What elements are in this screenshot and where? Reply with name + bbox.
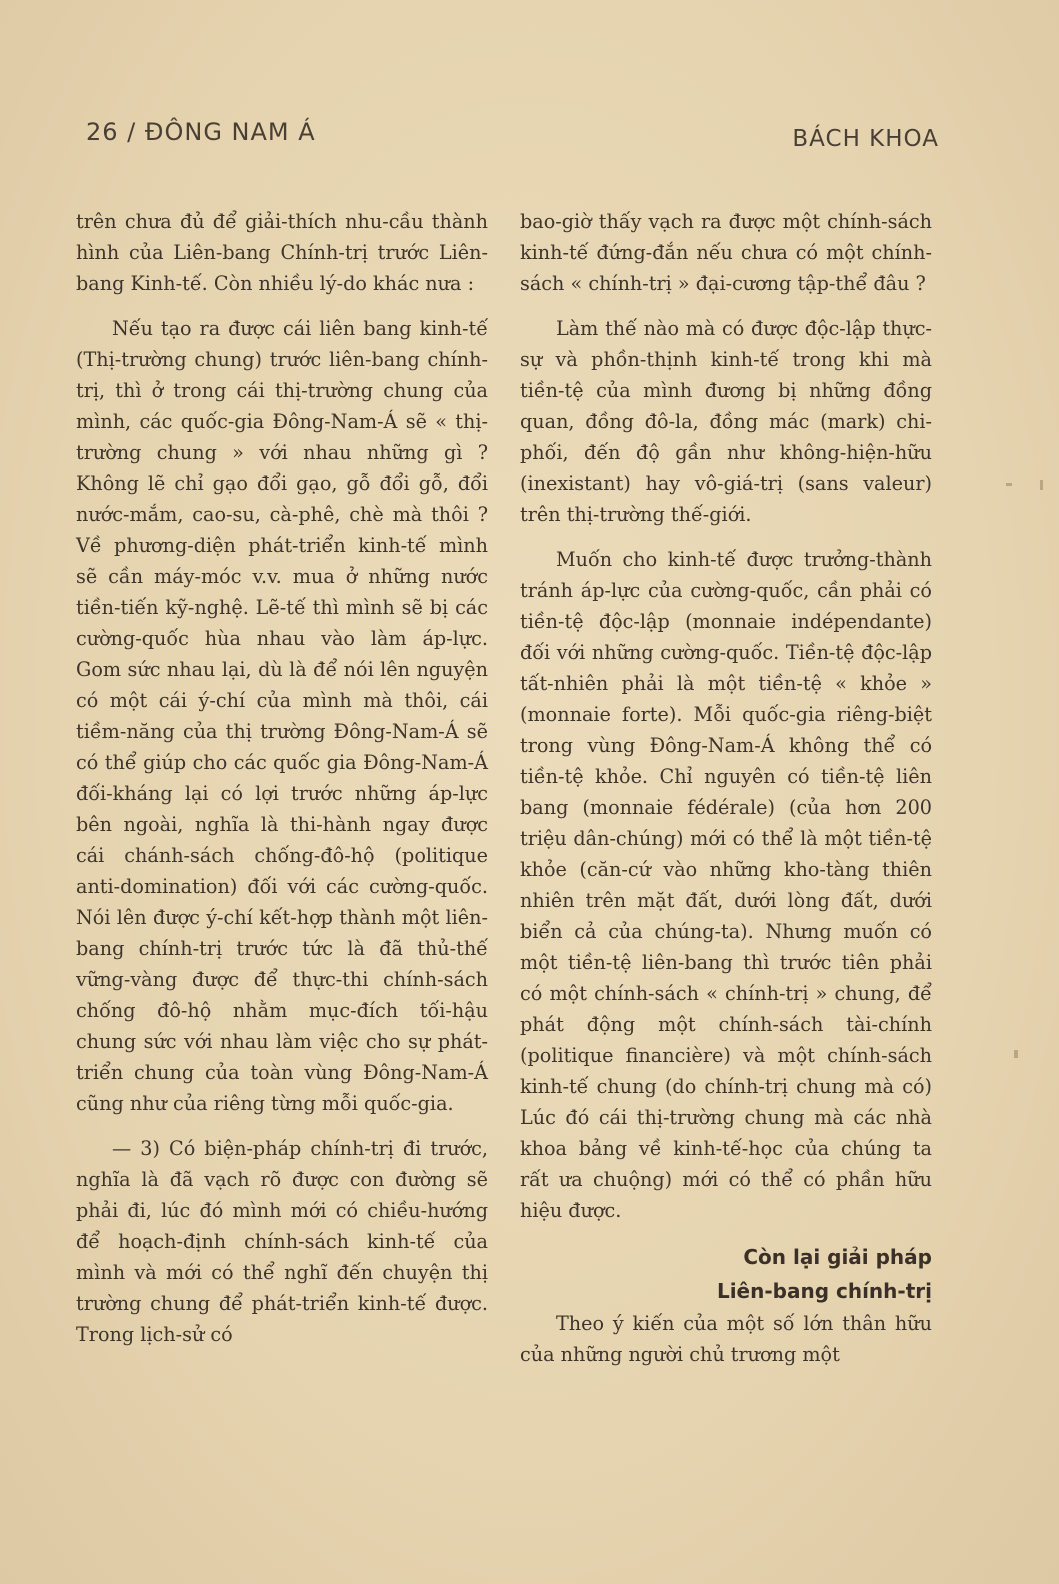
paper-speck: [1040, 480, 1043, 490]
paper-speck: [1014, 1050, 1018, 1058]
running-head: BÁCH KHOA: [792, 126, 939, 152]
page-number-section-title: 26 / ĐÔNG NAM Á: [86, 118, 316, 146]
right-paragraph-3: Muốn cho kinh-tế được trưởng-thành tránh áp-lực của cường-quốc, cần phải có tiền-tệ độc-lập (monnaie indépendante) đối với những cường-quốc. Tiền-tệ độc-lập tất-nhiên phải là một tiền-tệ « khỏe » (monnaie forte). Mỗi quốc-gia riêng-biệt trong vùng Đông-Nam-Á không thể có tiền-tệ khỏe. Chỉ nguyên có tiền-tệ liên bang (monnaie fédérale) (của hơn 200 triệu dân-chúng) mới có thể là một tiền-tệ khỏe (căn-cứ vào những kho-tàng thiên nhiên trên mặt đất, dưới lòng đất, dưới biển cả của chúng-ta). Nhưng muốn có một tiền-tệ liên-bang thì trước tiên phải có một chính-sách « chính-trị » chung, để phát động một chính-sách tài-chính (politique financière) và một chính-sách kinh-tế chung (do chính-trị chung mà có) Lúc đó cái thị-trường chung mà các nhà khoa bảng về kinh-tế-học của chúng ta rất ưa chuộng) mới có thể có phần hữu hiệu được.: [520, 548, 932, 1222]
left-paragraph-1: trên chưa đủ để giải-thích nhu-cầu thành hình của Liên-bang Chính-trị trước Liên-bang Kinh-tế. Còn nhiều lý-do khác nưa :: [76, 210, 488, 295]
left-column: [76, 206, 488, 1364]
left-paragraph-2: Nếu tạo ra được cái liên bang kinh-tế (Thị-trường chung) trước liên-bang chính-trị, thì ở trong cái thị-trường chung của mình, các quốc-gia Đông-Nam-Á sẽ « thị-trường chung » với nhau những gì ? Không lẽ chỉ gạo đổi gạo, gỗ đổi gỗ, đổi nước-mắm, cao-su, cà-phê, chè mà thôi ? Về phương-diện phát-triển kinh-tế mình sẽ cần máy-móc v.v. mua ở những nước tiền-tiến kỹ-nghệ. Lẽ-tế thì mình sẽ bị các cường-quốc hùa nhau vào làm áp-lực. Gom sức nhau lại, dù là để nói lên nguyện có một cái ý-chí của mình mà thôi, cái tiềm-năng của thị trường Đông-Nam-Á sẽ có thể giúp cho các quốc gia Đông-Nam-Á đối-kháng lại có lợi trước những áp-lực bên ngoài, nghĩa là thi-hành ngay được cái chánh-sách chống-đô-hộ (politique anti-domination) đối với các cường-quốc. Nói lên được ý-chí kết-hợp thành một liên-bang chính-trị trước tức là đã thủ-thế vững-vàng được để thực-thi chính-sách chống đô-hộ nhằm mục-đích tối-hậu chung sức với nhau làm việc cho sự phát-triển chung của toàn vùng Đông-Nam-Á cũng như của riêng từng mỗi quốc-gia.: [76, 317, 488, 1115]
subheading-line-1: Còn lại giải pháp: [743, 1245, 932, 1269]
right-column: [520, 206, 932, 1384]
paper-speck: [1006, 483, 1012, 486]
right-paragraph-2: Làm thế nào mà có được độc-lập thực-sự và phồn-thịnh kinh-tế trong khi mà tiền-tệ của mình đương bị những đồng quan, đồng đô-la, đồng mác (mark) chi-phối, đến độ gần như không-hiện-hữu (inexistant) hay vô-giá-trị (sans valeur) trên thị-trường thế-giới.: [520, 317, 932, 526]
left-paragraph-3: — 3) Có biện-pháp chính-trị đi trước, nghĩa là đã vạch rõ được con đường sẽ phải đi, lúc đó mình mới có chiều-hướng để hoạch-định chính-sách kinh-tế của mình và mới có thể nghĩ đến chuyện thị trường chung để phát-triển kinh-tế được. Trong lịch-sử có: [76, 1137, 488, 1346]
subheading-line-2: Liên-bang chính-trị: [716, 1279, 932, 1303]
right-paragraph-4: Theo ý kiến của một số lớn thân hữu của những người chủ trương một: [520, 1312, 932, 1366]
right-paragraph-1: bao-giờ thấy vạch ra được một chính-sách kinh-tế đứng-đắn nếu chưa có một chính-sách « chính-trị » đại-cương tập-thể đâu ?: [520, 210, 932, 295]
section-subheading: [520, 1240, 932, 1308]
